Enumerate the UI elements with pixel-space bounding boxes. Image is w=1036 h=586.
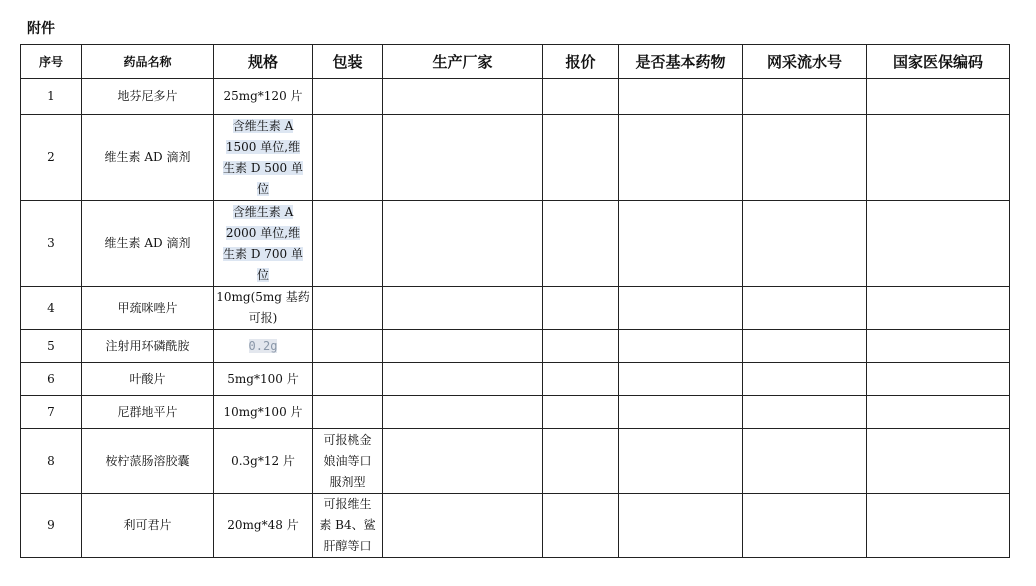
cell-spec-line: 可报) [248, 311, 278, 325]
table-row [21, 429, 1010, 494]
cell-package-line: 可报桃金 [323, 432, 372, 447]
cell-essential-drug [619, 330, 743, 363]
cell-manufacturer [383, 494, 543, 558]
cell-drug-name: 尼群地平片 [82, 396, 214, 429]
cell-essential-drug [619, 79, 743, 115]
highlight: 含维生素 A [232, 204, 294, 219]
cell-insurance-code [867, 494, 1010, 558]
cell-package [313, 494, 383, 558]
cell-package [313, 330, 383, 363]
header-spec: 规格 [214, 45, 313, 79]
cell-spec-line: 10mg(5mg 基药 [216, 290, 310, 304]
cell-essential-drug [619, 429, 743, 494]
highlight: 位 [256, 181, 269, 196]
table-row [21, 115, 1010, 201]
highlight: 位 [256, 267, 269, 282]
cell-drug-name: 维生素 AD 滴剂 [82, 201, 214, 287]
cell-package-line: 肝醇等口 [323, 539, 372, 553]
cell-purchase-serial [743, 287, 867, 330]
cell-spec-line [223, 179, 303, 200]
cell-drug-name: 叶酸片 [82, 363, 214, 396]
highlight: 生素 D 700 单 [223, 246, 303, 261]
table-row [21, 363, 1010, 396]
cell-spec-line: 25mg*120 片 [223, 89, 303, 103]
cell-insurance-code [867, 429, 1010, 494]
cell-price [543, 330, 619, 363]
cell-essential-drug [619, 115, 743, 201]
cell-purchase-serial [743, 79, 867, 115]
cell-insurance-code [867, 363, 1010, 396]
cell-no: 6 [21, 363, 82, 396]
cell-purchase-serial [743, 429, 867, 494]
cell-spec [214, 494, 313, 558]
cell-spec-line [223, 223, 303, 244]
cell-drug-name: 甲巯咪唑片 [82, 287, 214, 330]
cell-package [313, 287, 383, 330]
cell-spec-line [223, 137, 303, 158]
cell-price [543, 363, 619, 396]
cell-spec-line [223, 265, 303, 286]
cell-manufacturer [383, 330, 543, 363]
header-package: 包装 [313, 45, 383, 79]
cell-package [313, 115, 383, 201]
cell-spec-line: 5mg*100 片 [227, 371, 299, 386]
highlight: 生素 D 500 单 [223, 160, 303, 175]
cell-spec [214, 287, 313, 330]
cell-essential-drug [619, 287, 743, 330]
cell-insurance-code [867, 330, 1010, 363]
cell-spec [214, 79, 313, 115]
cell-spec-line [223, 244, 303, 265]
cell-manufacturer [383, 429, 543, 494]
cell-insurance-code [867, 115, 1010, 201]
cell-drug-name: 注射用环磷酰胺 [82, 330, 214, 363]
cell-price [543, 79, 619, 115]
header-manufacturer: 生产厂家 [383, 45, 543, 79]
cell-no: 1 [21, 79, 82, 115]
cell-drug-name: 维生素 AD 滴剂 [82, 115, 214, 201]
cell-package [313, 79, 383, 115]
cell-purchase-serial [743, 363, 867, 396]
cell-package-line: 服剂型 [329, 474, 366, 489]
table-row [21, 201, 1010, 287]
header-drug-name: 药品名称 [82, 45, 214, 79]
highlight: 含维生素 A [232, 118, 294, 133]
cell-manufacturer [383, 363, 543, 396]
highlight: 1500 单位,维 [225, 139, 301, 154]
table-row [21, 330, 1010, 363]
cell-package [313, 363, 383, 396]
header-essential-drug: 是否基本药物 [619, 45, 743, 79]
cell-drug-name: 利可君片 [82, 494, 214, 558]
cell-manufacturer [383, 115, 543, 201]
cell-spec-line [249, 336, 278, 357]
cell-essential-drug [619, 494, 743, 558]
cell-price [543, 494, 619, 558]
cell-spec-line [223, 116, 303, 137]
cell-purchase-serial [743, 494, 867, 558]
cell-purchase-serial [743, 115, 867, 201]
highlight: 2000 单位,维 [225, 225, 301, 240]
cell-spec [214, 396, 313, 429]
cell-essential-drug [619, 201, 743, 287]
cell-spec [214, 429, 313, 494]
cell-no: 3 [21, 201, 82, 287]
cell-spec-line [223, 158, 303, 179]
cell-purchase-serial [743, 201, 867, 287]
cell-price [543, 287, 619, 330]
cell-package [313, 429, 383, 494]
cell-no: 8 [21, 429, 82, 494]
header-insurance-code: 国家医保编码 [867, 45, 1010, 79]
cell-insurance-code [867, 201, 1010, 287]
cell-insurance-code [867, 287, 1010, 330]
cell-manufacturer [383, 201, 543, 287]
cell-purchase-serial [743, 330, 867, 363]
cell-insurance-code [867, 396, 1010, 429]
cell-no: 7 [21, 396, 82, 429]
cell-price [543, 115, 619, 201]
cell-spec [214, 330, 313, 363]
cell-purchase-serial [743, 396, 867, 429]
table-row [21, 396, 1010, 429]
cell-spec-line [223, 202, 303, 223]
cell-no: 2 [21, 115, 82, 201]
cell-spec [214, 201, 313, 287]
cell-spec-line: 10mg*100 片 [223, 404, 303, 419]
cell-manufacturer [383, 287, 543, 330]
cell-package [313, 396, 383, 429]
cell-spec [214, 115, 313, 201]
cell-price [543, 396, 619, 429]
cell-no: 9 [21, 494, 82, 558]
drug-table [20, 44, 1010, 558]
cell-manufacturer [383, 396, 543, 429]
table-row [21, 494, 1010, 558]
header-price: 报价 [543, 45, 619, 79]
cell-manufacturer [383, 79, 543, 115]
table-header-row [21, 45, 1010, 79]
cell-insurance-code [867, 79, 1010, 115]
cell-essential-drug [619, 396, 743, 429]
cell-drug-name: 桉柠蒎肠溶胶囊 [82, 429, 214, 494]
cell-essential-drug [619, 363, 743, 396]
cell-price [543, 201, 619, 287]
cell-no: 4 [21, 287, 82, 330]
cell-spec [214, 363, 313, 396]
cell-spec-line: 0.3g*12 片 [231, 453, 295, 468]
cell-package-line: 娘油等口 [323, 453, 372, 468]
cell-no: 5 [21, 330, 82, 363]
cell-package [313, 201, 383, 287]
header-no: 序号 [21, 45, 82, 79]
attachment-title: 附件 [27, 21, 55, 37]
cell-price [543, 429, 619, 494]
cell-package-line: 素 B4、鲨 [319, 518, 376, 532]
table-row [21, 79, 1010, 115]
cell-spec-line: 20mg*48 片 [227, 518, 299, 532]
highlight: 0.2g [248, 338, 278, 353]
header-purchase-serial: 网采流水号 [743, 45, 867, 79]
table-row [21, 287, 1010, 330]
cell-drug-name: 地芬尼多片 [82, 79, 214, 115]
cell-package-line: 可报维生 [323, 497, 372, 511]
